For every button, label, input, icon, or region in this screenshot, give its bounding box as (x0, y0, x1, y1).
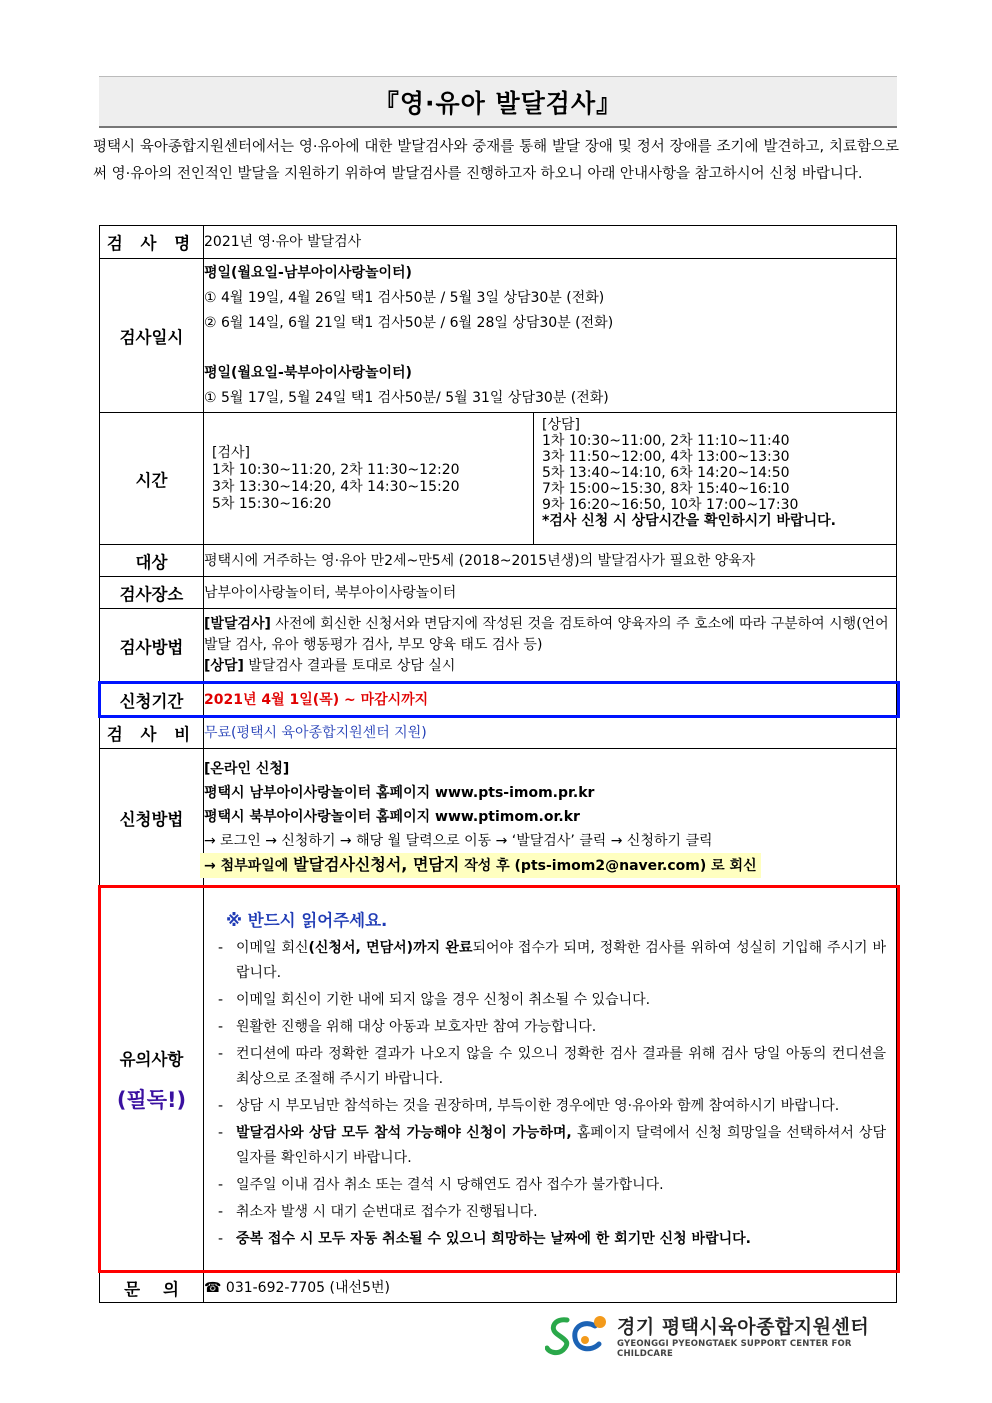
notes-item: - 원활한 진행을 위해 대상 아동과 보호자만 참여 가능합니다. (218, 1018, 597, 1035)
row-period (100, 683, 897, 717)
value-contact (204, 1273, 897, 1303)
time-consult-line: 9차 16:20~16:50, 10차 17:00~17:30 (542, 497, 799, 513)
method-consult-text: 발달검사 결과를 토대로 상담 실시 (243, 658, 456, 674)
contact-number: 031-692-7705 (내선5번) (225, 1279, 390, 1296)
logo-subtitle: GYEONGGI PYEONGTAEK SUPPORT CENTER FOR CHILDCARE (617, 1339, 852, 1359)
logo-mark-icon (545, 1312, 613, 1356)
row-contact (100, 1273, 897, 1303)
label-fee: 검 사 비 (100, 717, 204, 749)
value-period: 2021년 4월 1일(목) ~ 마감시까지 (204, 683, 897, 717)
label-period: 신청기간 (100, 683, 204, 717)
value-fee: 무료(평택시 육아종합지원센터 지원) (204, 717, 897, 749)
label-notes (100, 887, 204, 1273)
label-schedule: 검사일시 (100, 259, 204, 413)
time-consult-block (534, 413, 896, 544)
notes-item: - 상담 시 부모님만 참석하는 것을 권장하며, 부득이한 경우에만 영·유아와 함께 참여하시기 바랍니다. (218, 1097, 840, 1114)
value-apply (204, 749, 897, 887)
label-target: 대상 (100, 545, 204, 577)
value-test-name: 2021년 영·유아 발달검사 (204, 226, 897, 259)
row-apply (100, 749, 897, 887)
notes-item: - 컨디션에 따라 정확한 결과가 나오지 않을 수 있으니 정확한 검사 결과를 위해 검사 당일 아동의 컨디션을 최상으로 조절해 주시기 바랍니다. (218, 1045, 886, 1087)
notes-list (212, 936, 886, 1252)
time-test-line: 3차 13:30~14:20, 4차 14:30~15:20 (212, 478, 460, 495)
info-table (99, 225, 897, 1303)
time-test-line: 1차 10:30~11:20, 2차 11:30~12:20 (212, 461, 460, 478)
notes-item: - 취소자 발생 시 대기 순번대로 접수가 진행됩니다. (218, 1203, 538, 1220)
time-test-block (204, 413, 534, 544)
schedule-north-header: 평일(월요일-북부아이사랑놀이터) (204, 364, 412, 381)
method-consult-tag: [상담] (204, 658, 244, 674)
notes-must-read: (필독!) (116, 1087, 187, 1112)
row-schedule (100, 259, 897, 413)
notes-item: - 일주일 이내 검사 취소 또는 결석 시 당해연도 검사 접수가 불가합니다. (218, 1176, 664, 1193)
notes-item: - 중복 접수 시 모두 자동 취소될 수 있으니 희망하는 날짜에 한 회기만 신청 바랍니다. (218, 1230, 751, 1247)
label-apply: 신청방법 (100, 749, 204, 887)
label-method: 검사방법 (100, 609, 204, 683)
apply-north-site[interactable]: 평택시 북부아이사랑놀이터 홈페이지 www.ptimom.or.kr (204, 809, 580, 825)
phone-icon: ☎ (204, 1279, 222, 1296)
apply-steps: → 로그인 → 신청하기 → 해당 월 달력으로 이동 → ‘발달검사’ 클릭 → 신청하기 클릭 (204, 833, 713, 849)
value-notes (204, 887, 897, 1273)
label-contact: 문 의 (100, 1273, 204, 1303)
notes-item: - 이메일 회신이 기한 내에 되지 않을 경우 신청이 취소될 수 있습니다. (218, 991, 651, 1008)
center-logo (545, 1312, 905, 1359)
row-target (100, 545, 897, 577)
row-test-name (100, 226, 897, 259)
row-notes (100, 887, 897, 1273)
time-consult-line: 5차 13:40~14:10, 6차 14:20~14:50 (542, 465, 790, 481)
value-target: 평택시에 거주하는 영·유아 만2세~만5세 (2018~2015년생)의 발달검사가 필요한 양육자 (204, 545, 897, 577)
notes-title: ※ 반드시 읽어주세요. (226, 910, 388, 930)
label-time: 시간 (100, 413, 204, 545)
row-method (100, 609, 897, 683)
schedule-north-1: ① 5월 17일, 5월 24일 택1 검사50분/ 5월 31일 상담30분 (전화) (204, 389, 609, 406)
value-place: 남부아이사랑놀이터, 북부아이사랑놀이터 (204, 577, 897, 609)
time-test-line: 5차 15:30~16:20 (212, 495, 332, 512)
notes-item: - 발달검사와 상담 모두 참석 가능해야 신청이 가능하며, 홈페이지 달력에서 신청 희망일을 선택하셔서 상담 일자를 확인하시기 바랍니다. (218, 1124, 886, 1166)
label-place: 검사장소 (100, 577, 204, 609)
document-title: 『영·유아 발달검사』 (99, 76, 897, 128)
apply-online: [온라인 신청] (204, 761, 290, 777)
schedule-south-1: ① 4월 19일, 4월 26일 택1 검사50분 / 5월 3일 상담30분 (전화) (204, 289, 605, 306)
notes-item: - 이메일 회신(신청서, 면담서)까지 완료되어야 접수가 되며, 정확한 검사를 위하여 성실히 기입해 주시기 바랍니다. (218, 939, 886, 981)
value-method (204, 609, 897, 683)
intro-paragraph: 평택시 육아종합지원센터에서는 영·유아에 대한 발달검사와 중재를 통해 발달 장애 및 정서 장애를 조기에 발견하고, 치료함으로써 영·유아의 전인적인 발달을 지원하기 위하여 발달검사를 진행하고자 하오니 아래 안내사항을 참고하시어 신청 바랍니다. (93, 139, 899, 182)
value-schedule (204, 259, 897, 413)
time-test-header: [검사] (212, 444, 250, 461)
row-fee (100, 717, 897, 749)
time-consult-line: 7차 15:00~15:30, 8차 15:40~16:10 (542, 481, 790, 497)
method-test-tag: [발달검사] (204, 616, 271, 632)
logo-name: 경기 평택시육아종합지원센터 (617, 1316, 870, 1338)
method-test-text: 사전에 회신한 신청서와 면담지에 작성된 것을 검토하여 양육자의 주 호소에 따라 구분하여 시행(언어발달 검사, 유아 행동평가 검사, 부모 양육 태도 검사 등) (204, 616, 889, 653)
label-test-name: 검 사 명 (100, 226, 204, 259)
schedule-south-header: 평일(월요일-남부아이사랑놀이터) (204, 264, 412, 281)
time-consult-header: [상담] (542, 417, 580, 433)
apply-attach-line: → 첨부파일에 발달검사신청서, 면담지 작성 후 (pts-imom2@naver.com) 로 회신 (200, 853, 761, 878)
apply-south-site[interactable]: 평택시 남부아이사랑놀이터 홈페이지 www.pts-imom.pr.kr (204, 785, 595, 801)
time-consult-note: *검사 신청 시 상담시간을 확인하시기 바랍니다. (542, 513, 836, 529)
time-consult-line: 3차 11:50~12:00, 4차 13:00~13:30 (542, 449, 790, 465)
value-time (204, 413, 897, 545)
notes-label: 유의사항 (119, 1049, 184, 1069)
row-place (100, 577, 897, 609)
schedule-south-2: ② 6월 14일, 6월 21일 택1 검사50분 / 6월 28일 상담30분 (전화) (204, 314, 614, 331)
time-consult-line: 1차 10:30~11:00, 2차 11:10~11:40 (542, 433, 790, 449)
row-time (100, 413, 897, 545)
